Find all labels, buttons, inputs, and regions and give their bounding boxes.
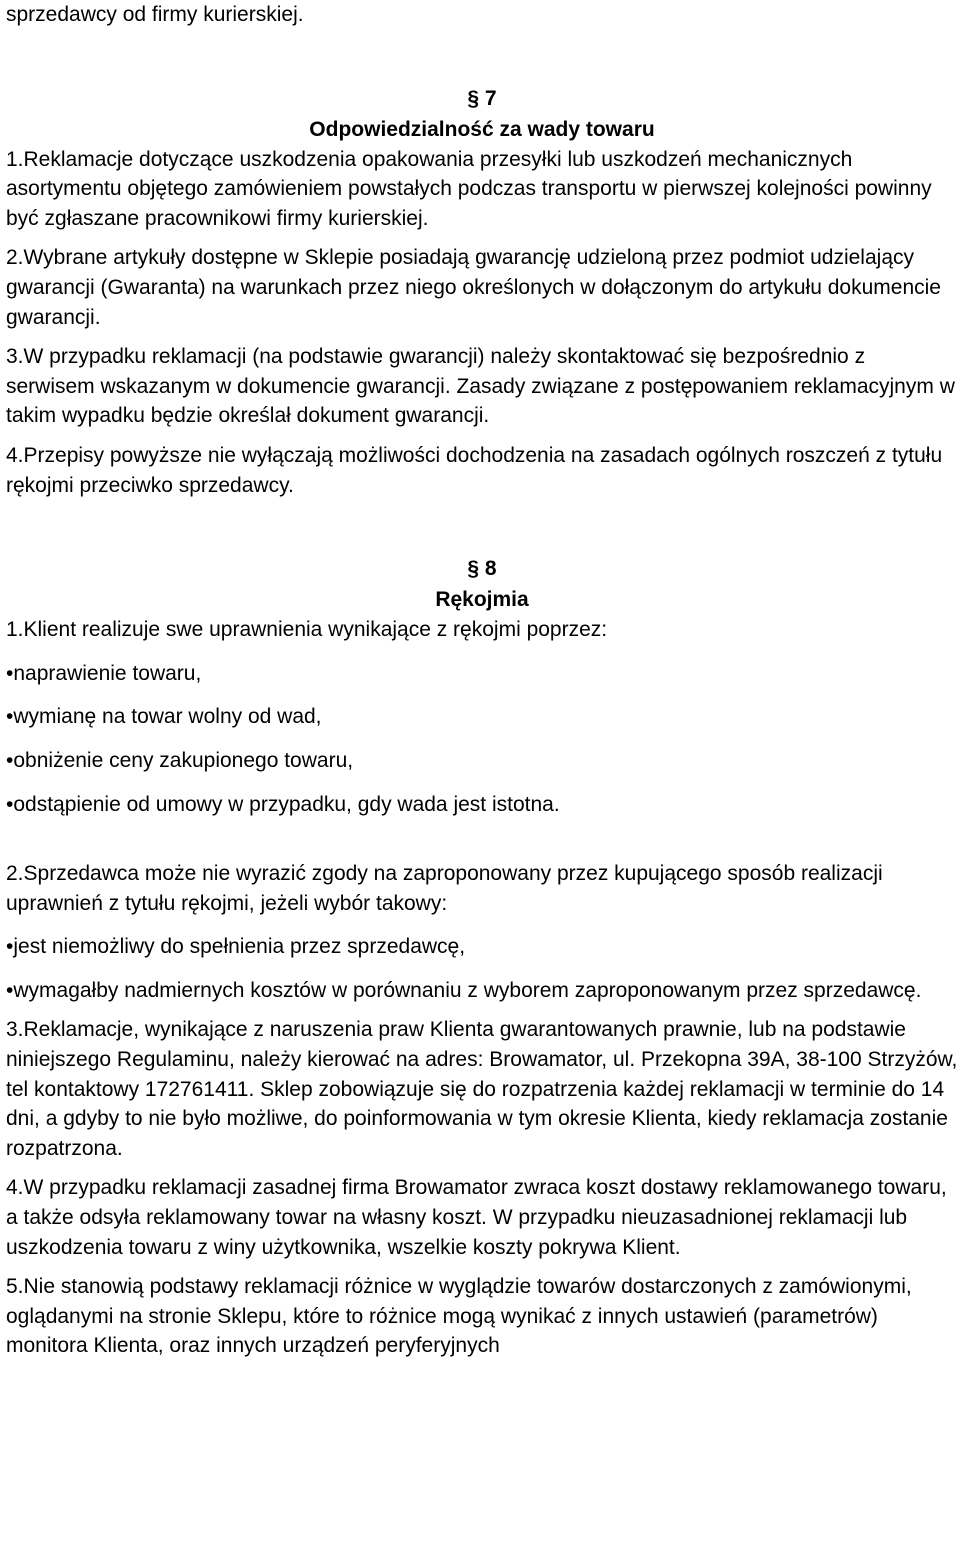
section-8-item-3: 3.Reklamacje, wynikające z naruszenia praw Klienta gwarantowanych prawnie, lub na podstawie niniejszego Regulaminu, należy kierować na adres: Browamator, ul. Przekopna 39A, 38-100 Strzyżów, tel kontaktowy 172761411. Sklep zobowiązuje się do rozpatrzenia każdej reklamacji w terminie do 14 dni, a gdyby to nie było możliwe, do poinformowania w tym okresie Klienta, kiedy reklamacja zostanie rozpatrzona. bbox=[6, 1018, 958, 1160]
section-7-item-4: 4.Przepisy powyższe nie wyłączają możliwości dochodzenia na zasadach ogólnych roszczeń z tytułu rękojmi przeciwko sprzedawcy. bbox=[6, 443, 943, 497]
section-8-item-1: 1.Klient realizuje swe uprawnienia wynikające z rękojmi poprzez: bbox=[6, 618, 608, 642]
document-page bbox=[6, 0, 958, 1361]
bullet-icon: • bbox=[6, 748, 14, 772]
bullet-icon: • bbox=[6, 935, 14, 959]
section-8-item-5: 5.Nie stanowią podstawy reklamacji różnice w wyglądzie towarów dostarczonych z zamówionymi, oglądanymi na stronie Sklepu, które to różnice mogą wynikać z innych ustawień (parametrów) monitora Klienta, oraz innych urządzeń peryferyjnych bbox=[6, 1275, 912, 1358]
list-item: •odstąpienie od umowy w przypadku, gdy wada jest istotna. bbox=[6, 792, 560, 816]
section-7-item-3: 3.W przypadku reklamacji (na podstawie gwarancji) należy skontaktować się bezpośrednio z serwisem wskazanym w dokumencie gwarancji. Zasady związane z postępowaniem reklamacyjnym w takim wypadku będzie określał dokument gwarancji. bbox=[6, 345, 955, 428]
lead-line: sprzedawcy od firmy kurierskiej. bbox=[6, 3, 304, 26]
section-8-item-2: 2.Sprzedawca może nie wyrazić zgody na zaproponowany przez kupującego sposób realizacji uprawnień z tytułu rękojmi, jeżeli wybór takowy: bbox=[6, 862, 883, 915]
section-7-title: Odpowiedzialność za wady towaru bbox=[309, 117, 655, 141]
section-7-number: § 7 bbox=[467, 86, 497, 110]
refusal-conditions-list bbox=[6, 932, 958, 1005]
list-item: •naprawienie towaru, bbox=[6, 661, 202, 685]
section-7-item-1: 1.Reklamacje dotyczące uszkodzenia opakowania przesyłki lub uszkodzeń mechanicznych asortymentu objętego zamówieniem powstałych podczas transportu w pierwszej kolejności powinny być zgłaszane pracownikowi firmy kurierskiej. bbox=[6, 147, 932, 230]
bullet-icon: • bbox=[6, 978, 14, 1002]
section-7-heading bbox=[6, 83, 958, 145]
section-7-item-2: 2.Wybrane artykuły dostępne w Sklepie posiadają gwarancję udzieloną przez podmiot udzielający gwarancji (Gwaranta) na warunkach przez niego określonych w dołączonym do artykułu dokumencie gwarancji. bbox=[6, 246, 941, 329]
section-8-title: Rękojmia bbox=[435, 588, 529, 612]
list-item: •jest niemożliwy do spełnienia przez sprzedawcę, bbox=[6, 935, 466, 959]
bullet-icon: • bbox=[6, 792, 14, 816]
list-item: •wymagałby nadmiernych kosztów w porównaniu z wyborem zaproponowanym przez sprzedawcę. bbox=[6, 978, 922, 1002]
list-item: •obniżenie ceny zakupionego towaru, bbox=[6, 748, 354, 772]
section-8-heading bbox=[6, 553, 958, 615]
bullet-icon: • bbox=[6, 705, 14, 729]
remedies-list bbox=[6, 659, 958, 819]
section-8-number: § 8 bbox=[467, 557, 497, 581]
list-item: •wymianę na towar wolny od wad, bbox=[6, 705, 322, 729]
bullet-icon: • bbox=[6, 661, 14, 685]
section-8-item-4: 4.W przypadku reklamacji zasadnej firma Browamator zwraca koszt dostawy reklamowanego towaru, a także odsyła reklamowany towar na własny koszt. W przypadku nieuzasadnionej reklamacji lub uszkodzenia towaru z winy użytkownika, wszelkie koszty pokrywa Klient. bbox=[6, 1176, 947, 1259]
